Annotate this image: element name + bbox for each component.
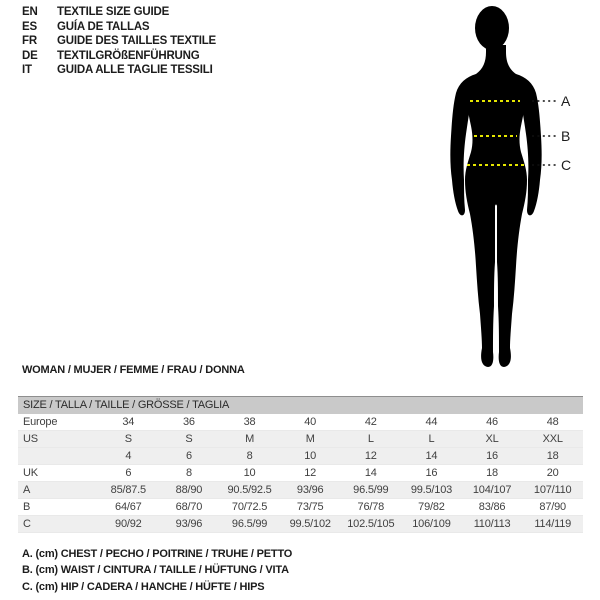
size-row-hip-c	[18, 516, 583, 533]
lang-row-en	[22, 5, 216, 20]
size-cell: 8	[185, 467, 192, 479]
size-row-waist-b	[18, 499, 583, 516]
size-table	[18, 396, 583, 533]
size-cell: 79/82	[418, 501, 445, 513]
size-cell: 114/119	[534, 518, 572, 530]
row-label: UK	[23, 467, 38, 479]
size-cell: 38	[243, 416, 256, 428]
size-cell: 36	[183, 416, 195, 428]
size-cell: 96.5/99	[231, 518, 268, 530]
size-cell: 14	[364, 467, 377, 479]
size-cell: M	[245, 433, 255, 445]
size-cell: 44	[425, 416, 438, 428]
lang-code: ES	[22, 20, 37, 33]
size-cell: 87/90	[539, 501, 566, 513]
row-label: US	[23, 433, 38, 445]
size-cell: 107/110	[533, 484, 572, 496]
size-cell: 12	[304, 467, 317, 479]
lang-row-it	[22, 63, 216, 78]
size-cell: 8	[246, 450, 253, 462]
size-cell: 90/92	[115, 518, 142, 530]
size-cell: 73/75	[296, 501, 324, 513]
size-cell: 16	[425, 467, 438, 479]
size-cell: 96.5/99	[353, 484, 389, 496]
measurement-legend	[22, 546, 292, 595]
size-cell: 14	[425, 450, 438, 462]
size-cell: 90.5/92.5	[227, 484, 272, 496]
silhouette-head	[475, 6, 509, 50]
legend-chest: A. (cm) CHEST / PECHO / POITRINE / TRUHE / PETTO	[22, 548, 293, 560]
size-cell: 93/96	[296, 484, 324, 496]
silhouette-svg	[420, 0, 600, 380]
size-cell: 4	[125, 450, 132, 462]
size-cell: 20	[546, 467, 559, 479]
size-cell: 85/87.5	[110, 484, 146, 496]
size-cell: 48	[546, 416, 559, 428]
size-cell: S	[185, 433, 193, 445]
size-cell: 6	[125, 467, 132, 479]
size-cell: 64/67	[115, 501, 142, 513]
size-cell: 10	[243, 467, 256, 479]
size-cell: 88/90	[175, 484, 203, 496]
size-cell: 68/70	[175, 501, 203, 513]
lang-row-es	[22, 20, 216, 35]
row-label: Europe	[23, 416, 58, 428]
size-cell: 106/109	[412, 518, 451, 530]
size-cell: M	[305, 433, 315, 445]
size-row-us-letters	[18, 431, 583, 448]
legend-hip: C. (cm) HIP / CADERA / HANCHE / HÜFTE / HIPS	[22, 580, 265, 593]
lang-title: GUÍA DE TALLAS	[57, 20, 150, 33]
marker-label-a: A	[561, 93, 571, 109]
size-cell: 83/86	[478, 501, 506, 513]
size-cell: 46	[486, 416, 498, 428]
size-row-chest-a	[18, 482, 583, 499]
size-cell: 10	[304, 450, 317, 462]
size-cell: 6	[185, 450, 192, 462]
size-cell: 12	[364, 450, 377, 462]
size-cell: 18	[486, 467, 498, 479]
row-label: B	[23, 501, 31, 513]
row-label: C	[23, 518, 31, 530]
size-cell: S	[124, 433, 132, 445]
row-label: A	[23, 484, 31, 496]
lang-title: TEXTILGRÖßENFÜHRUNG	[57, 49, 200, 62]
row-label	[18, 448, 98, 464]
size-cell: 18	[546, 450, 559, 462]
size-cell: 76/78	[357, 501, 385, 513]
size-cell: 99.5/102	[289, 518, 331, 530]
lang-title: TEXTILE SIZE GUIDE	[57, 6, 170, 18]
size-cell: L	[428, 433, 435, 445]
lang-row-fr	[22, 34, 216, 49]
size-cell: XXL	[542, 433, 563, 445]
legend-waist: B. (cm) WAIST / CINTURA / TAILLE / HÜFTUNG / VITA	[22, 564, 289, 577]
size-cell: 102.5/105	[347, 518, 395, 530]
lang-code: IT	[22, 64, 32, 77]
lang-code: EN	[22, 6, 38, 18]
size-row-us-numbers	[18, 448, 583, 465]
size-cell: 110/113	[473, 518, 511, 530]
size-cell: 99.5/103	[410, 484, 453, 496]
lang-title: GUIDE DES TAILLES TEXTILE	[57, 35, 216, 48]
size-cell: L	[367, 433, 374, 445]
size-cell: 70/72.5	[231, 501, 268, 513]
lang-title: GUIDA ALLE TAGLIE TESSILI	[57, 64, 213, 77]
silhouette-body	[465, 45, 527, 367]
lang-code: DE	[22, 49, 38, 62]
size-cell: 34	[122, 416, 135, 428]
size-table-header: SIZE / TALLA / TAILLE / GRÖSSE / TAGLIA	[18, 396, 583, 414]
size-cell: 40	[304, 416, 317, 428]
size-row-uk	[18, 465, 583, 482]
size-row-europe	[18, 414, 583, 431]
marker-label-c: C	[561, 157, 571, 173]
size-cell: 42	[364, 416, 377, 428]
woman-silhouette-figure	[420, 0, 600, 380]
lang-row-de	[22, 49, 216, 64]
lang-code: FR	[22, 35, 37, 48]
size-cell: XL	[485, 433, 499, 445]
woman-group-title: WOMAN / MUJER / FEMME / FRAU / DONNA	[22, 364, 245, 376]
marker-label-b: B	[561, 128, 571, 144]
size-cell: 16	[486, 450, 498, 462]
size-cell: 104/107	[472, 484, 512, 496]
language-title-list	[22, 5, 216, 78]
size-cell: 93/96	[175, 518, 203, 530]
